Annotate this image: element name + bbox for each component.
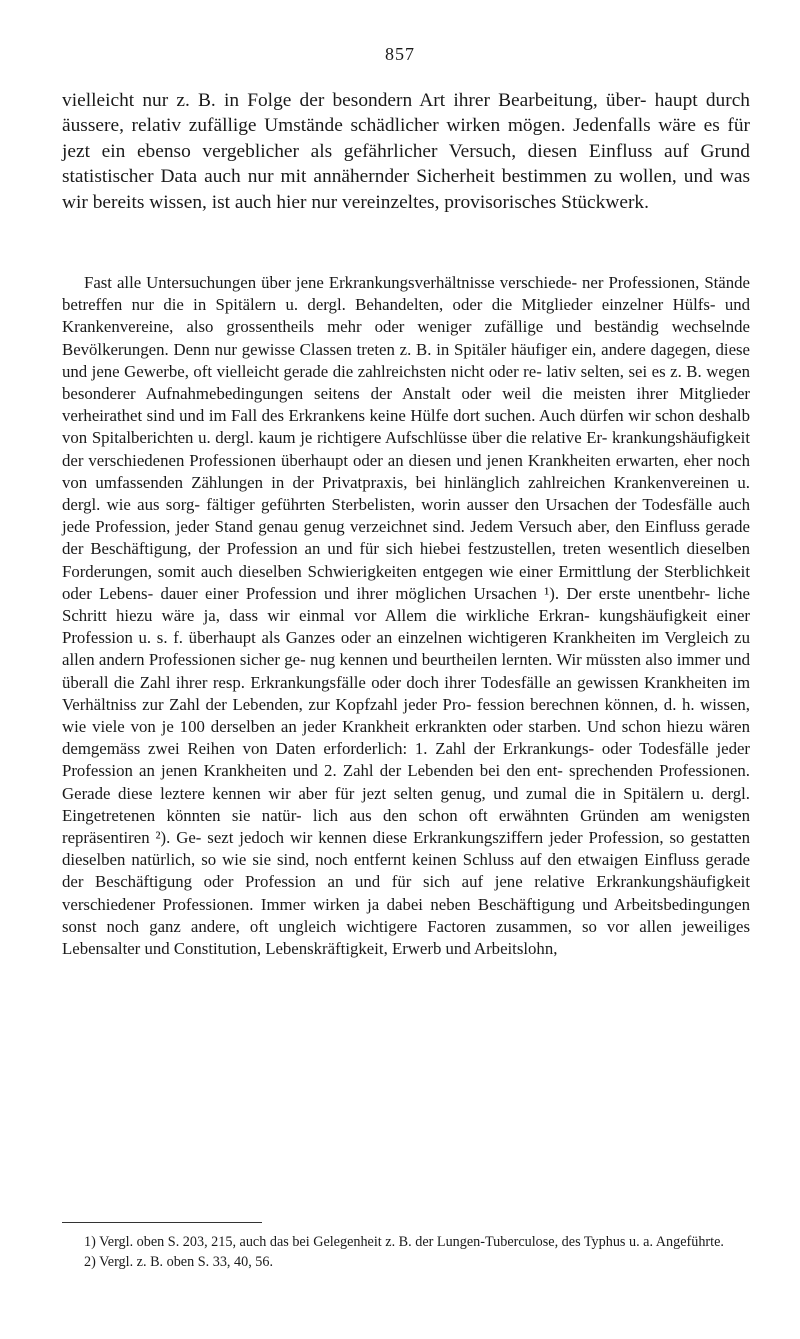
footnote-2: 2) Vergl. z. B. oben S. 33, 40, 56.: [84, 1254, 274, 1270]
footnote-1: 1) Vergl. oben S. 203, 215, auch das bei Gelegenheit z. B. der Lungen-Tuberculose, des Typhus u. a. Angeführte.: [84, 1234, 724, 1250]
page-number: 857: [385, 44, 415, 64]
footnote-divider: [62, 1222, 262, 1223]
footnotes: [62, 1232, 750, 1272]
paragraph-2: Fast alle Untersuchungen über jene Erkrankungsverhältnisse verschiede- ner Professionen, Stände betreffen nur die in Spitälern u. dergl. Behandelten, oder die Mitglieder einzelner Hülfs- und Krankenvereine, also grossentheils mehr oder weniger zufällige und beständig wechselnde Bevölkerungen. Denn nur gewisse Classen treten z. B. in Spitäler häufiger ein, andere dagegen, diese und jene Gewerbe, oft vielleicht gerade die zahlreichsten nicht oder re- lativ selten, sei es z. B. wegen besonderer Aufnahmebedingungen seitens der Anstalt oder weil die meisten ihrer Mitglieder verheirathet sind und im Fall des Erkrankens keine Hülfe dort suchen. Auch dürfen wir schon deshalb von Spitalberichten u. dergl. kaum je richtigere Aufschlüsse über die relative Er- krankungshäufigkeit der verschiedenen Professionen überhaupt oder an diesen und jenen Krankheiten erwarten, eher noch von umfassenden Zählungen in der Privatpraxis, bei hinlänglich zahlreichen Krankenvereinen u. dergl. wie aus sorg- fältiger geführten Sterbelisten, worin ausser den Ursachen der Todesfälle auch jede Profession, jeder Stand genau genug verzeichnet sind. Jedem Versuch aber, den Einfluss gerade der Beschäftigung, der Profession an und für sich hiebei festzustellen, treten wesentlich dieselben Forderungen, somit auch dieselben Schwierigkeiten entgegen wie einer Ermittlung der Sterblichkeit oder Lebens- dauer einer Profession und ihrer möglichen Ursachen ¹). Der erste unentbehr- liche Schritt hiezu wäre ja, dass wir einmal vor Allem die wirkliche Erkran- kungshäufigkeit einer Profession u. s. f. überhaupt als Ganzes oder an einzelnen wichtigeren Krankheiten im Vergleich zu allen andern Professionen sicher ge- nug kennen und beurtheilen lernten. Wir müssten also immer und überall die Zahl ihrer resp. Erkrankungsfälle oder doch ihrer Todesfälle an gewissen Krankheiten im Verhältniss zur Zahl der Lebenden, zur Kopfzahl jeder Pro- fession berechnen können, d. h. wissen, wie viele von je 100 derselben an jeder Krankheit erkrankten oder starben. Und schon hiezu wären demgemäss zwei Reihen von Daten erforderlich: 1. Zahl der Erkrankungs- oder Todesfälle jeder Profession an jenen Krankheiten und 2. Zahl der Lebenden bei den ent- sprechenden Professionen. Gerade diese leztere kennen wir aber für jezt selten genug, und zumal die in Spitälern u. dergl. Eingetretenen könnten sie natür- lich aus den schon oft erwähnten Gründen am wenigsten repräsentiren ²). Ge- sezt jedoch wir kennen diese Erkrankungsziffern jeder Profession, so gestatten dieselben natürlich, so wie sie sind, noch entfernt keinen Schluss auf den etwaigen Einfluss gerade der Beschäftigung oder Profession an und für sich auf jene relative Erkrankungshäufigkeit verschiedener Professionen. Immer wirken ja dabei neben Beschäftigung und Arbeitsbedingungen sonst noch ganz andere, oft ungleich wichtigere Factoren zusammen, so vor allen jeweiliges Lebensalter und Constitution, Lebenskräftigkeit, Erwerb und Arbeitslohn,: [62, 273, 750, 959]
paragraph-1: vielleicht nur z. B. in Folge der besondern Art ihrer Bearbeitung, über- haupt durch äussere, relativ zufällige Umstände schädlicher wirken mögen. Jedenfalls wäre es für jezt ein ebenso vergeblicher als gefährlicher Versuch, diesen Einfluss auf Grund statistischer Data auch nur mit annähernder Sicherheit bestimmen zu wollen, und was wir bereits wissen, ist auch hier nur vereinzeltes, provisorisches Stückwerk.: [62, 90, 750, 213]
